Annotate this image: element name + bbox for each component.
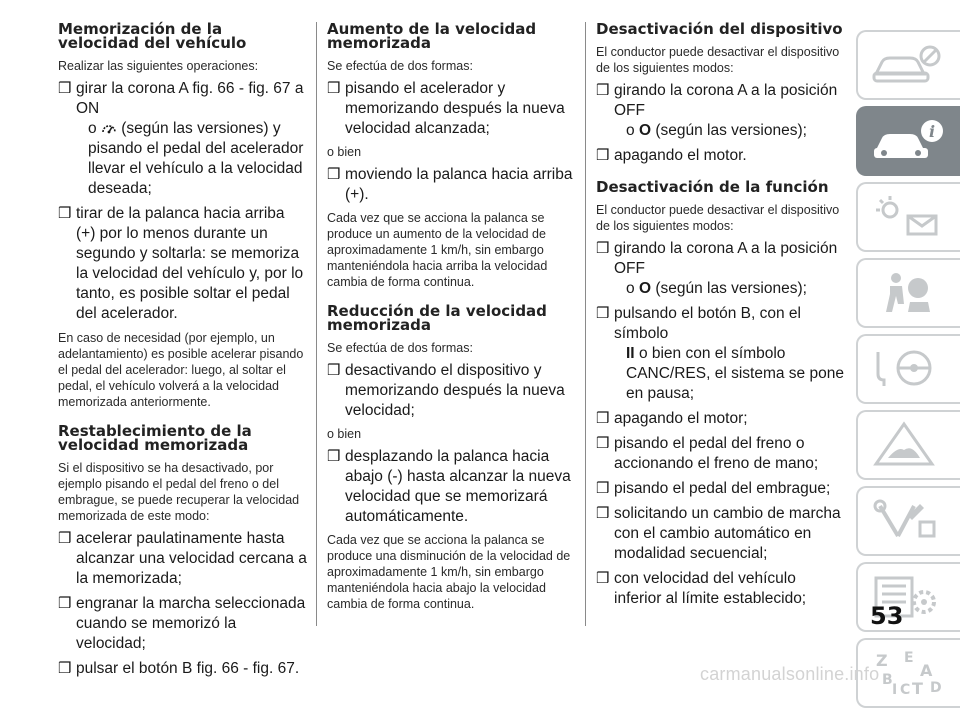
- list-item-text: o bien con el símbolo CANC/RES, el sistema se pone en pausa;: [626, 345, 844, 402]
- list-item-text: solicitando un cambio de marcha con el cambio automático en modalidad secuencial;: [614, 505, 841, 562]
- list-item-text: moviendo la palanca hacia arriba (+).: [345, 166, 573, 203]
- list-item-text: girando la corona A a la posición OFF: [614, 240, 838, 277]
- list-item: [596, 504, 846, 564]
- column-2: [327, 22, 577, 617]
- list-item: [327, 79, 577, 139]
- paragraph: Se efectúa de dos formas:: [327, 59, 473, 73]
- list-item-text: apagando el motor;: [614, 410, 748, 427]
- svg-text:E: E: [904, 650, 914, 666]
- svg-text:i: i: [928, 122, 936, 141]
- list-item: [596, 479, 846, 499]
- list-item: [58, 204, 308, 324]
- list-item-text: apagando el motor.: [614, 147, 747, 164]
- list-item-text: pisando el acelerador y memorizando después la nueva velocidad alcanzada;: [345, 80, 565, 137]
- o-bien-text: o bien: [327, 145, 362, 159]
- list-item-text: o: [88, 120, 97, 137]
- checkbox-bullet-icon: ❒: [596, 480, 610, 497]
- checkbox-bullet-icon: ❒: [58, 80, 72, 97]
- checkbox-bullet-icon: ❒: [58, 205, 72, 222]
- off-symbol: O: [638, 280, 651, 297]
- list-item: [596, 409, 846, 429]
- checkbox-bullet-icon: ❒: [327, 166, 341, 183]
- list-item: [58, 79, 308, 199]
- list-item: [327, 361, 577, 421]
- tab-warning-lights[interactable]: [856, 182, 960, 252]
- column-divider: [316, 22, 317, 626]
- tab-emergency[interactable]: [856, 410, 960, 480]
- list-item-text: (según las versiones) y pisando el pedal del acelerador llevar el vehículo a la velocidad deseada;: [88, 120, 304, 197]
- o-bien-text: o bien: [327, 427, 362, 441]
- paragraph: En caso de necesidad (por ejemplo, un adelantamiento) es posible acelerar pisando el pedal del acelerador: luego, al soltar el pedal, el vehículo volverá a la velocidad memorizada anteriormente.: [58, 331, 304, 409]
- checkbox-bullet-icon: ❒: [596, 570, 610, 587]
- speedometer-icon: [101, 121, 117, 135]
- pause-symbol: II: [626, 345, 635, 362]
- list-item: [58, 529, 308, 589]
- checkbox-bullet-icon: ❒: [58, 660, 72, 677]
- list-item: [596, 434, 846, 474]
- list-item-text: pulsando el botón B, con el símbolo: [614, 305, 801, 342]
- tab-safety[interactable]: [856, 258, 960, 328]
- off-symbol: O: [638, 122, 651, 139]
- tab-maintenance[interactable]: [856, 486, 960, 556]
- list-item-text: pisando el pedal del freno o accionando el freno de mano;: [614, 435, 819, 472]
- tab-know-your-car[interactable]: [856, 106, 960, 176]
- list-item: [596, 81, 846, 141]
- svg-text:D: D: [930, 680, 942, 696]
- paragraph: Realizar las siguientes operaciones:: [58, 59, 259, 73]
- column-3: [596, 22, 846, 614]
- paragraph: El conductor puede desactivar el dispositivo de los siguientes modos:: [596, 45, 840, 75]
- paragraph: Se efectúa de dos formas:: [327, 341, 473, 355]
- car-dashboard-icon: [868, 40, 948, 90]
- list-item-text: girando la corona A a la posición OFF: [614, 82, 838, 119]
- heading-memorizacion: Memorización de la velocidad del vehículo: [58, 20, 247, 52]
- list-item-text: pulsar el botón B fig. 66 - fig. 67.: [76, 660, 300, 677]
- tab-dashboard[interactable]: [856, 30, 960, 100]
- list-item-text: o: [626, 280, 635, 297]
- svg-text:C: C: [900, 682, 911, 698]
- list-item: [596, 146, 846, 166]
- checkbox-bullet-icon: ❒: [596, 435, 610, 452]
- checkbox-bullet-icon: ❒: [327, 80, 341, 97]
- alphabetical-index-icon: [868, 648, 948, 698]
- checkbox-bullet-icon: ❒: [596, 147, 610, 164]
- page-number: 53: [870, 602, 904, 630]
- list-item: [596, 304, 846, 404]
- tab-starting-driving[interactable]: [856, 334, 960, 404]
- list-item-text: o: [626, 122, 635, 139]
- column-divider: [585, 22, 586, 626]
- checkbox-bullet-icon: ❒: [596, 410, 610, 427]
- car-info-icon: [868, 116, 948, 166]
- svg-text:I: I: [892, 682, 898, 698]
- svg-text:B: B: [882, 672, 893, 688]
- checkbox-bullet-icon: ❒: [596, 305, 610, 322]
- list-item-text: acelerar paulatinamente hasta alcanzar una velocidad cercana a la memorizada;: [76, 530, 307, 587]
- heading-restablecimiento: Restablecimiento de la velocidad memorizada: [58, 422, 252, 454]
- checkbox-bullet-icon: ❒: [327, 362, 341, 379]
- checkbox-bullet-icon: ❒: [327, 448, 341, 465]
- list-item: [327, 447, 577, 527]
- paragraph: Cada vez que se acciona la palanca se produce un aumento de la velocidad de aproximadamente 1 km/h, sin embargo manteniéndola hacia arriba la velocidad cambia de forma continua.: [327, 211, 548, 289]
- list-item-text: girar la corona A fig. 66 - fig. 67 a ON: [76, 80, 304, 117]
- column-1: [58, 22, 308, 684]
- paragraph: Si el dispositivo se ha desactivado, por ejemplo pisando el pedal del freno o del embrague, se puede recuperar la velocidad memorizada de este modo:: [58, 461, 300, 523]
- list-item-text: (según las versiones);: [655, 122, 807, 139]
- paragraph: El conductor puede desactivar el dispositivo de los siguientes modos:: [596, 203, 840, 233]
- svg-text:Z: Z: [876, 651, 888, 670]
- service-tools-icon: [868, 496, 948, 546]
- steering-wheel-icon: [868, 344, 948, 394]
- list-item: [327, 165, 577, 205]
- checkbox-bullet-icon: ❒: [58, 530, 72, 547]
- list-item-text: engranar la marcha seleccionada cuando se memorizó la velocidad;: [76, 595, 306, 652]
- heading-aumento: Aumento de la velocidad memorizada: [327, 20, 537, 52]
- list-item: [596, 569, 846, 609]
- heading-reduccion: Reducción de la velocidad memorizada: [327, 302, 547, 334]
- checkbox-bullet-icon: ❒: [58, 595, 72, 612]
- svg-text:T: T: [912, 679, 923, 698]
- warning-triangle-icon: [868, 420, 948, 470]
- list-item-text: desplazando la palanca hacia abajo (-) hasta alcanzar la nueva velocidad que se memorizará automáticamente.: [345, 448, 571, 525]
- list-item-text: pisando el pedal del embrague;: [614, 480, 831, 497]
- list-item-text: con velocidad del vehículo inferior al límite establecido;: [614, 570, 807, 607]
- list-item-text: (según las versiones);: [655, 280, 807, 297]
- watermark: carmanualsonline.info: [700, 664, 880, 684]
- checkbox-bullet-icon: ❒: [596, 82, 610, 99]
- heading-desactivacion-funcion: Desactivación de la función: [596, 178, 829, 196]
- list-item-text: desactivando el dispositivo y memorizando después la nueva velocidad;: [345, 362, 565, 419]
- checkbox-bullet-icon: ❒: [596, 240, 610, 257]
- list-item: [58, 659, 308, 679]
- list-item-text: tirar de la palanca hacia arriba (+) por lo menos durante un segundo y soltarla: se memoriza la velocidad del vehículo y, por lo tanto, es posible soltar el pedal del acelerador.: [76, 205, 304, 322]
- warning-lights-icon: [868, 192, 948, 242]
- paragraph: Cada vez que se acciona la palanca se produce una disminución de la velocidad de aproximadamente 1 km/h, sin embargo manteniéndola hacia abajo la velocidad cambia de forma continua.: [327, 533, 571, 611]
- svg-text:A: A: [920, 661, 933, 680]
- checkbox-bullet-icon: ❒: [596, 505, 610, 522]
- heading-desactivacion-dispositivo: Desactivación del dispositivo: [596, 20, 843, 38]
- list-item: [58, 594, 308, 654]
- list-item: [596, 239, 846, 299]
- airbag-safety-icon: [868, 268, 948, 318]
